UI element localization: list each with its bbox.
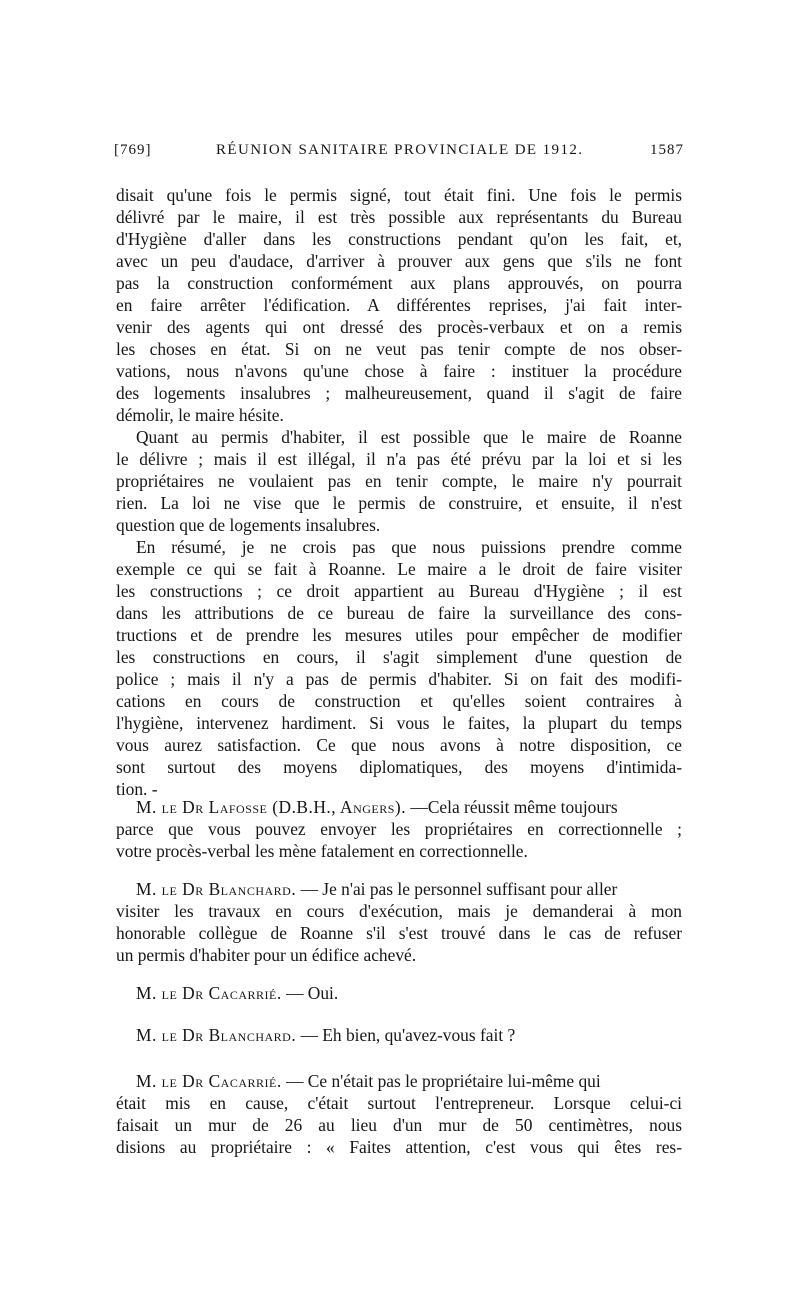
body-line: disions au propriétaire : « Faites attention, c'est vous qui êtes res- (116, 1137, 682, 1157)
body-line: avec un peu d'audace, d'arriver à prouver aux gens que s'ils ne font (116, 251, 682, 271)
speech-lafosse-first-line (136, 796, 682, 818)
body-line: exemple ce qui se fait à Roanne. Le maire a le droit de faire visiter (116, 559, 682, 579)
body-line: venir des agents qui ont dressé des procès-verbaux et on a remis (116, 317, 682, 337)
speech-text: —Cela réussit même toujours (410, 797, 618, 817)
body-line: disait qu'une fois le permis signé, tout était fini. Une fois le permis (116, 185, 682, 205)
body-line: les constructions en cours, il s'agit simplement d'une question de (116, 647, 682, 667)
running-title: RÉUNION SANITAIRE PROVINCIALE DE 1912. (216, 142, 584, 158)
speaker-lafosse: M. le Dr Lafosse (D.B.H., Angers). (136, 797, 407, 817)
speech-text: — Oui. (286, 983, 339, 1003)
page-number: 1587 (650, 142, 684, 158)
body-line: propriétaires ne voulaient pas en tenir compte, le maire n'y pourrait (116, 471, 682, 491)
speech-cacarrie-short (136, 982, 682, 1004)
body-line: l'hygiène, intervenez hardiment. Si vous le faites, la plupart du temps (116, 713, 682, 733)
speech-blanchard-question (136, 1024, 682, 1046)
body-line: pas la construction conformément aux plans approuvés, on pourra (116, 273, 682, 293)
body-line: rien. La loi ne vise que le permis de construire, et ensuite, il n'est (116, 493, 682, 513)
body-line: cations en cours de construction et qu'elles soient contraires à (116, 691, 682, 711)
body-line: un permis d'habiter pour un édifice achevé. (116, 945, 417, 965)
page-bracket-number: [769] (114, 142, 152, 158)
speaker-blanchard: M. le Dr Blanchard. (136, 879, 297, 899)
body-line: était mis en cause, c'était surtout l'entrepreneur. Lorsque celui-ci (116, 1093, 682, 1113)
body-line: les constructions ; ce droit appartient au Bureau d'Hygiène ; il est (116, 581, 682, 601)
body-line: police ; mais il n'y a pas de permis d'habiter. Si on fait des modifi- (116, 669, 682, 689)
speech-cacarrie-first-line (136, 1070, 682, 1092)
body-line: visiter les travaux en cours d'exécution, mais je demanderai à mon (116, 901, 682, 921)
body-line: honorable collègue de Roanne s'il s'est trouvé dans le cas de refuser (116, 923, 682, 943)
speaker-blanchard: M. le Dr Blanchard. (136, 1025, 297, 1045)
speech-text: — Je n'ai pas le personnel suffisant pour aller (300, 879, 618, 899)
body-line: d'Hygiène d'aller dans les constructions pendant qu'on les fait, et, (116, 229, 682, 249)
body-line: en faire arrêter l'édification. A différentes reprises, j'ai fait inter- (116, 295, 682, 315)
body-line: tion. - (116, 779, 158, 799)
body-line: votre procès-verbal les mène fatalement en correctionnelle. (116, 841, 528, 861)
body-line: sont surtout des moyens diplomatiques, des moyens d'intimida- (116, 757, 682, 777)
paragraph-first-line: En résumé, je ne crois pas que nous puissions prendre comme (136, 537, 682, 557)
speaker-cacarrie: M. le Dr Cacarrié. (136, 1071, 282, 1091)
body-line: le délivre ; mais il est illégal, il n'a pas été prévu par la loi et si les (116, 449, 682, 469)
body-line: tructions et de prendre les mesures utiles pour empêcher de modifier (116, 625, 682, 645)
body-line: démolir, le maire hésite. (116, 405, 284, 425)
body-line: délivré par le maire, il est très possible aux représentants du Bureau (116, 207, 682, 227)
speech-blanchard-first-line (136, 878, 682, 900)
speaker-cacarrie: M. le Dr Cacarrié. (136, 983, 282, 1003)
speech-text: — Ce n'était pas le propriétaire lui-même qui (286, 1071, 601, 1091)
body-line: vous aurez satisfaction. Ce que nous avons à notre disposition, ce (116, 735, 682, 755)
body-line: dans les attributions de ce bureau de faire la surveillance des cons- (116, 603, 682, 623)
speech-text: — Eh bien, qu'avez-vous fait ? (300, 1025, 516, 1045)
body-line: des logements insalubres ; malheureusement, quand il s'agit de faire (116, 383, 682, 403)
body-line: question que de logements insalubres. (116, 515, 381, 535)
body-line: les choses en état. Si on ne veut pas tenir compte de nos obser- (116, 339, 682, 359)
paragraph-first-line: Quant au permis d'habiter, il est possible que le maire de Roanne (136, 427, 682, 447)
body-line: vations, nous n'avons qu'une chose à faire : instituer la procédure (116, 361, 682, 381)
body-line: faisait un mur de 26 au lieu d'un mur de 50 centimètres, nous (116, 1115, 682, 1135)
body-line: parce que vous pouvez envoyer les propriétaires en correctionnelle ; (116, 819, 682, 839)
